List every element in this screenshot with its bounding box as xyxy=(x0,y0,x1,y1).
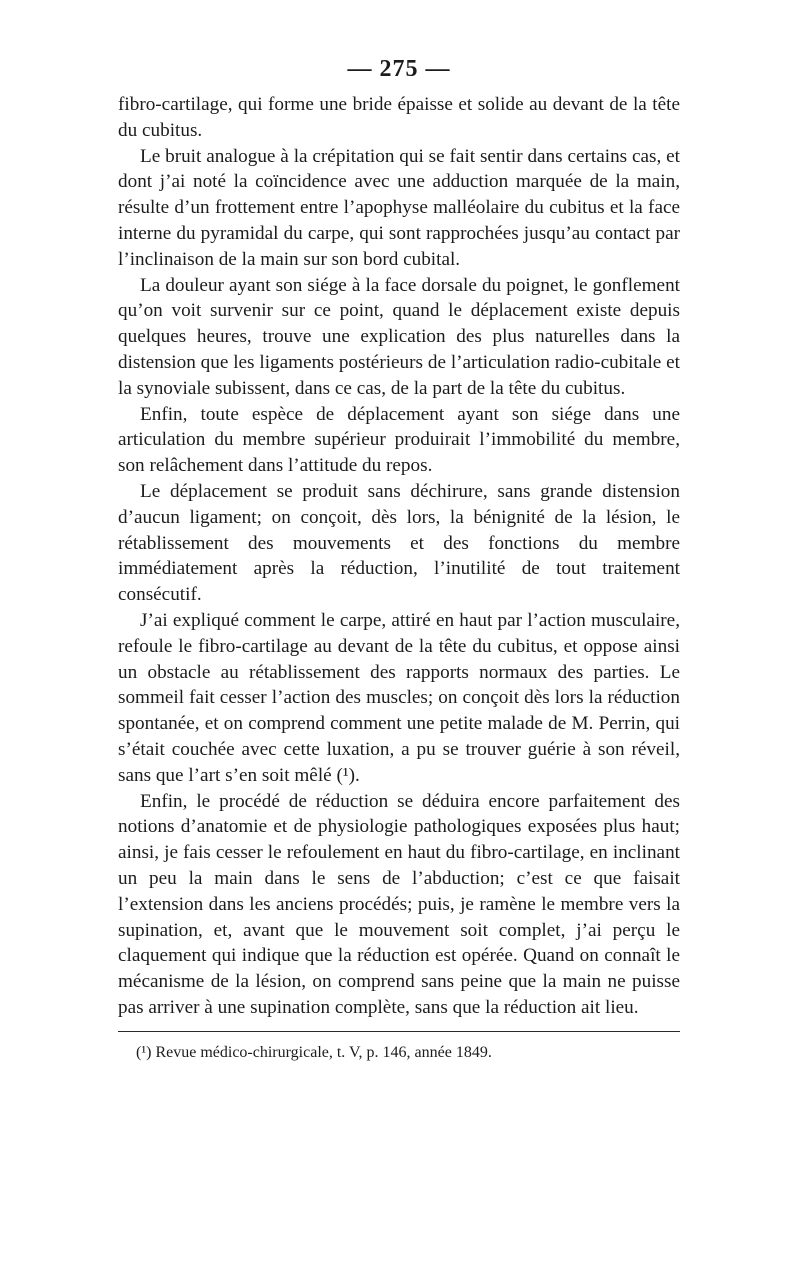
paragraph-6: J’ai expliqué comment le carpe, attiré en haut par l’action musculaire, refoule le fibro-cartilage au devant de la tête du cubitus, et oppose ainsi un obstacle au rétablissement des rapports normaux des parties. Le sommeil fait cesser l’action des muscles; on conçoit dès lors la réduction spontanée, et on comprend comment une petite malade de M. Perrin, qui s’était couchée avec cette luxation, a pu se trouver guérie à son réveil, sans que l’art s’en soit mêlé (¹). xyxy=(118,609,680,786)
paragraph-7: Enfin, le procédé de réduction se déduira encore parfaitement des notions d’anatomie et de physiologie pathologiques exposées plus haut; ainsi, je fais cesser le refoulement en haut du fibro-cartilage, en inclinant un peu la main dans le sens de l’abduction; c’est ce que faisait l’extension dans les anciens procédés; puis, je ramène le membre vers la supination, et, avant que le mouvement soit complet, j’ai perçu le claquement qui indique que la réduction est opérée. Quand on connaît le mécanisme de la lésion, on comprend sans peine que la main ne puisse pas arriver à une supination complète, sans que la réduction ait lieu. xyxy=(118,790,680,1018)
footnote-divider xyxy=(118,1031,680,1032)
paragraph-1: fibro-cartilage, qui forme une bride épaisse et solide au devant de la tête du cubitus. xyxy=(118,94,680,141)
paragraph-4: Enfin, toute espèce de déplacement ayant son siége dans une articulation du membre supérieur produirait l’immobilité du membre, son relâchement dans l’attitude du repos. xyxy=(118,403,680,477)
paragraph-3: La douleur ayant son siége à la face dorsale du poignet, le gonflement qu’on voit survenir sur ce point, quand le déplacement existe depuis quelques heures, trouve une explication des plus naturelles dans la distension que les ligaments postérieurs de l’articulation radio-cubitale et la synoviale subissent, dans ce cas, de la part de la tête du cubitus. xyxy=(118,274,680,399)
paragraph-5: Le déplacement se produit sans déchirure, sans grande distension d’aucun ligament; on conçoit, dès lors, la bénignité de la lésion, le rétablissement des mouvements et des fonctions du membre immédiatement après la réduction, l’inutilité de tout traitement consécutif. xyxy=(118,480,680,606)
page-number: — 275 — xyxy=(347,56,451,82)
footnote: (¹) Revue médico-chirurgicale, t. V, p. 146, année 1849. xyxy=(136,1043,492,1061)
page xyxy=(118,54,680,1064)
body-text xyxy=(118,92,680,1021)
paragraph-2: Le bruit analogue à la crépitation qui se fait sentir dans certains cas, et dont j’ai noté la coïncidence avec une adduction marquée de la main, résulte d’un frottement entre l’apophyse malléolaire du cubitus et la face interne du pyramidal du carpe, qui sont rapprochées jusqu’au contact par l’inclinaison de la main sur son bord cubital. xyxy=(118,145,680,270)
